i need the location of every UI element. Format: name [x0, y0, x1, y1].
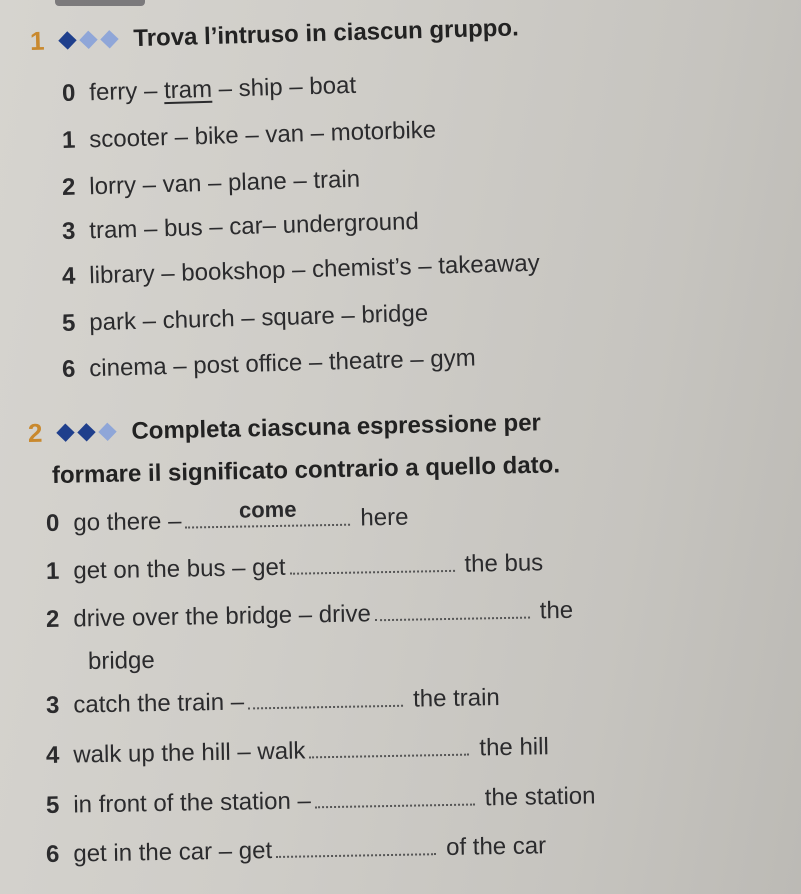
item-text: of the car — [445, 832, 547, 862]
answer-blank[interactable] — [375, 599, 530, 622]
item-text: scooter – bike – van – motorbike — [88, 116, 437, 154]
item-text: the train — [412, 684, 501, 713]
item-number: 5 — [61, 309, 76, 337]
item-text: the bus — [464, 549, 544, 578]
answer-blank[interactable] — [289, 552, 454, 575]
list-item — [46, 733, 549, 770]
list-item — [46, 549, 544, 586]
list-item — [45, 496, 409, 538]
exercise-1-title: Trova l’intruso in ciascun gruppo. — [133, 13, 520, 52]
list-item — [62, 250, 540, 291]
list-item — [62, 166, 361, 202]
item-number: 3 — [61, 217, 76, 245]
diamond-icon — [99, 423, 117, 441]
diamond-icon — [59, 31, 77, 49]
item-number: 3 — [45, 691, 60, 719]
list-item-continuation — [88, 647, 155, 676]
list-item — [46, 684, 500, 720]
list-item — [62, 72, 357, 108]
answer-blank[interactable] — [248, 687, 403, 710]
item-number: 2 — [45, 605, 60, 633]
item-text: walk up the hill – walk — [73, 737, 306, 769]
item-text: bridge — [87, 646, 155, 675]
answer-blank[interactable] — [315, 786, 475, 809]
item-text: the hill — [479, 733, 550, 762]
exercise-2-number: 2 — [27, 417, 43, 448]
difficulty-diamonds-icon — [56, 425, 117, 439]
item-number: 0 — [61, 79, 76, 107]
item-text: the — [539, 596, 574, 625]
answer-blank[interactable] — [309, 736, 469, 759]
diamond-icon — [57, 424, 75, 442]
exercise-1-number: 1 — [29, 25, 45, 56]
item-number: 0 — [45, 509, 60, 537]
list-item — [62, 208, 420, 246]
item-text: in front of the station – — [73, 787, 312, 819]
exercise-2-title-line-2: formare il significato contrario a quello dato. — [51, 451, 561, 489]
item-number: 5 — [45, 791, 60, 819]
list-item — [46, 832, 547, 869]
item-text: lorry – van – plane – train — [88, 165, 361, 201]
list-item — [46, 782, 596, 820]
item-text: – ship – boat — [211, 71, 357, 103]
exercise-2-title-continued — [52, 451, 561, 490]
item-number: 4 — [45, 741, 60, 769]
item-number: 2 — [61, 173, 76, 201]
item-number: 6 — [45, 840, 60, 868]
item-text: tram – bus – car– underground — [88, 208, 420, 245]
exercise-1-heading — [30, 12, 520, 57]
diamond-icon — [80, 31, 98, 49]
item-text: the station — [484, 782, 596, 812]
list-item — [46, 597, 574, 634]
answer-blank[interactable] — [276, 835, 436, 858]
item-text: library – bookshop – chemist’s – takeaway — [88, 249, 541, 290]
diamond-icon — [78, 423, 96, 441]
item-text: cinema – post office – theatre – gym — [88, 344, 476, 383]
item-number: 1 — [45, 557, 60, 585]
list-item — [62, 117, 437, 155]
example-answer: come — [238, 496, 297, 523]
item-text: park – church – square – bridge — [88, 299, 429, 337]
intruder-word: tram — [163, 75, 213, 105]
cut-off-text-fragment — [55, 0, 145, 6]
item-text: go there – — [73, 507, 182, 537]
item-text: drive over the bridge – drive — [73, 600, 372, 633]
item-text: get on the bus – get — [73, 553, 286, 585]
item-text: catch the train – — [73, 688, 245, 719]
diamond-icon — [101, 30, 119, 48]
item-text: get in the car – get — [73, 837, 273, 868]
item-number: 1 — [61, 126, 76, 154]
item-text: here — [360, 503, 409, 532]
difficulty-diamonds-icon — [58, 33, 119, 48]
list-item — [62, 300, 429, 338]
item-number: 4 — [61, 262, 76, 290]
item-number: 6 — [61, 355, 76, 383]
list-item — [62, 344, 476, 384]
exercise-2-title: Completa ciascuna espressione per — [131, 408, 542, 445]
exercise-2-heading — [28, 407, 542, 449]
item-text: ferry – — [88, 77, 165, 107]
answer-blank[interactable] — [185, 496, 350, 529]
